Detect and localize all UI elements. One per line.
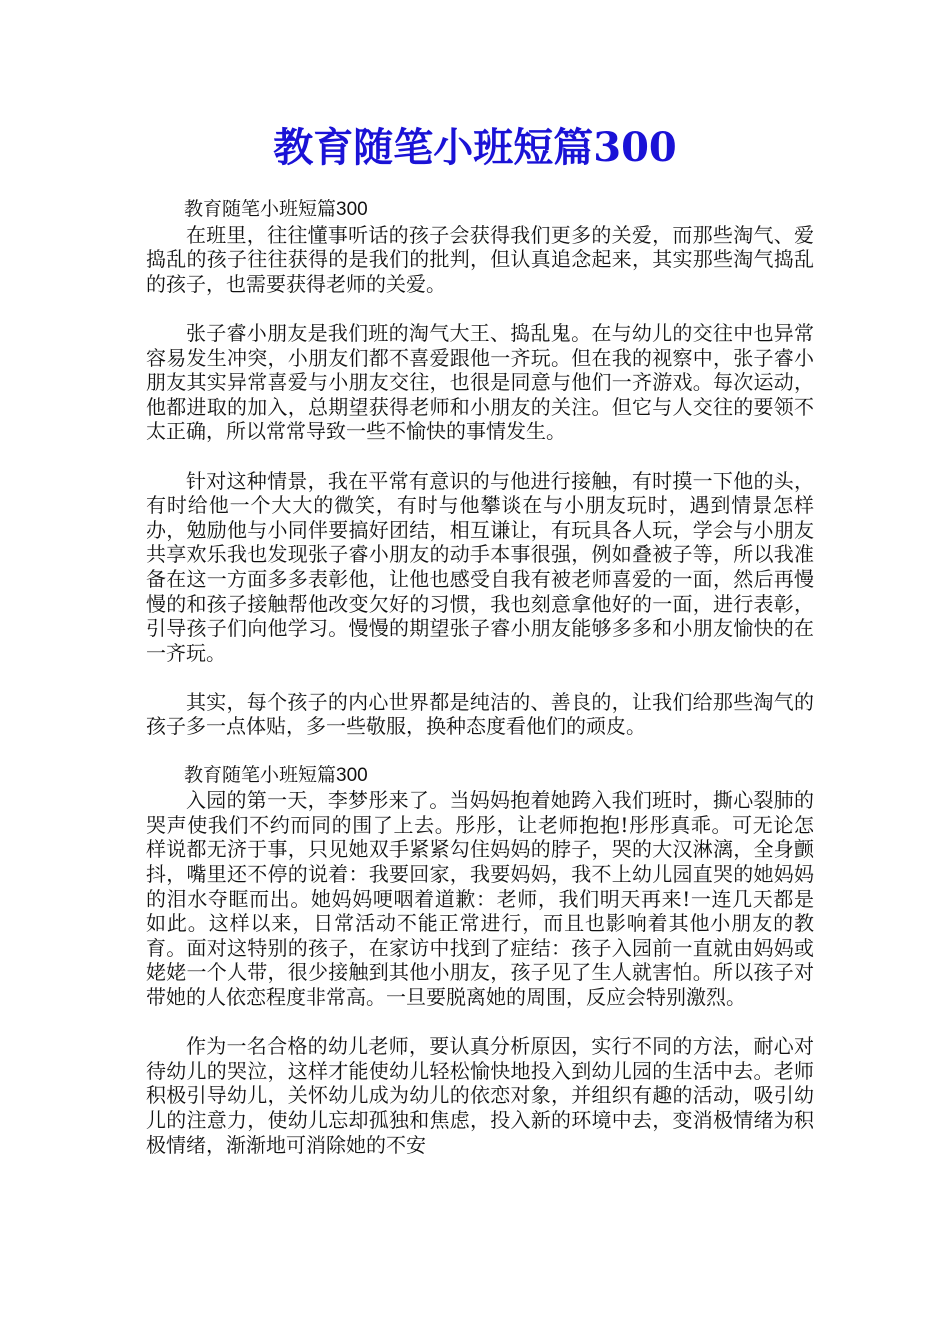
paragraph-gap — [146, 739, 814, 764]
section-heading-2: 教育随笔小班短篇300 — [184, 764, 368, 786]
document-title: 教育随笔小班短篇300 — [273, 124, 677, 171]
paragraph-1: 在班里，往往懂事听话的孩子会获得我们更多的关爱，而那些淘气、爱捣乱的孩子往往获得的是我们的批判，但认真追念起来，其实那些淘气捣乱的孩子，也需要获得老师的关爱。 — [146, 222, 814, 296]
paragraph-5: 入园的第一天，李梦彤来了。当妈妈抱着她跨入我们班时，撕心裂肺的哭声使我们不约而同的围了上去。彤彤，让老师抱抱!彤彤真乖。可无论怎样说都无济于事，只见她双手紧紧勾住妈妈的脖子，哭的大汉淋漓，全身颤抖，嘴里还不停的说着：我要回家，我要妈妈，我不上幼儿园直哭的她妈妈的泪水夺眶而出。她妈妈哽咽着道歉：老师，我们明天再来!一连几天都是如此。这样以来，日常活动不能正常进行，而且也影响着其他小朋友的教育。面对这特别的孩子，在家访中找到了症结：孩子入园前一直就由妈妈或姥姥一个人带，很少接触到其他小朋友，孩子见了生人就害怕。所以孩子对带她的人依恋程度非常高。一旦要脱离她的周围，反应会特别激烈。 — [146, 788, 814, 1009]
paragraph-gap — [146, 665, 814, 690]
paragraph-3: 针对这种情景，我在平常有意识的与他进行接触，有时摸一下他的头，有时给他一个大大的微笑，有时与他攀谈在与小朋友玩时，遇到情景怎样办，勉励他与小同伴要搞好团结，相互谦让，有玩具各人玩，学会与小朋友共享欢乐我也发现张子睿小朋友的动手本事很强，例如叠被子等，所以我准备在这一方面多多表彰他，让他也感受自我有被老师喜爱的一面，然后再慢慢的和孩子接触帮他改变欠好的习惯，我也刻意拿他好的一面，进行表彰，引导孩子们向他学习。慢慢的期望张子睿小朋友能够多多和小朋友愉快的在一齐玩。 — [146, 468, 814, 665]
paragraph-2: 张子睿小朋友是我们班的淘气大王、捣乱鬼。在与幼儿的交往中也异常容易发生冲突，小朋友们都不喜爱跟他一齐玩。但在我的视察中，张子睿小朋友其实异常喜爱与小朋友交往，也很是同意与他们一齐游戏。每次运动，他都进取的加入，总期望获得老师和小朋友的关注。但它与人交往的要领不太正确，所以常常导致一些不愉快的事情发生。 — [146, 320, 814, 444]
paragraph-gap — [146, 1010, 814, 1035]
paragraph-4: 其实，每个孩子的内心世界都是纯洁的、善良的，让我们给那些淘气的孩子多一点体贴，多一些敬服，换种态度看他们的顽皮。 — [146, 689, 814, 739]
paragraph-6: 作为一名合格的幼儿老师，要认真分析原因，实行不同的方法，耐心对待幼儿的哭泣，这样才能使幼儿轻松愉快地投入到幼儿园的生活中去。老师积极引导幼儿，关怀幼儿成为幼儿的依恋对象，并组织有趣的活动，吸引幼儿的注意力，使幼儿忘却孤独和焦虑，投入新的环境中去，变消极情绪为积极情绪，渐渐地可消除她的不安 — [146, 1034, 814, 1157]
section-heading-1: 教育随笔小班短篇300 — [184, 199, 368, 220]
paragraph-gap — [146, 296, 814, 321]
paragraph-gap — [146, 444, 814, 469]
document-body — [146, 198, 814, 1157]
